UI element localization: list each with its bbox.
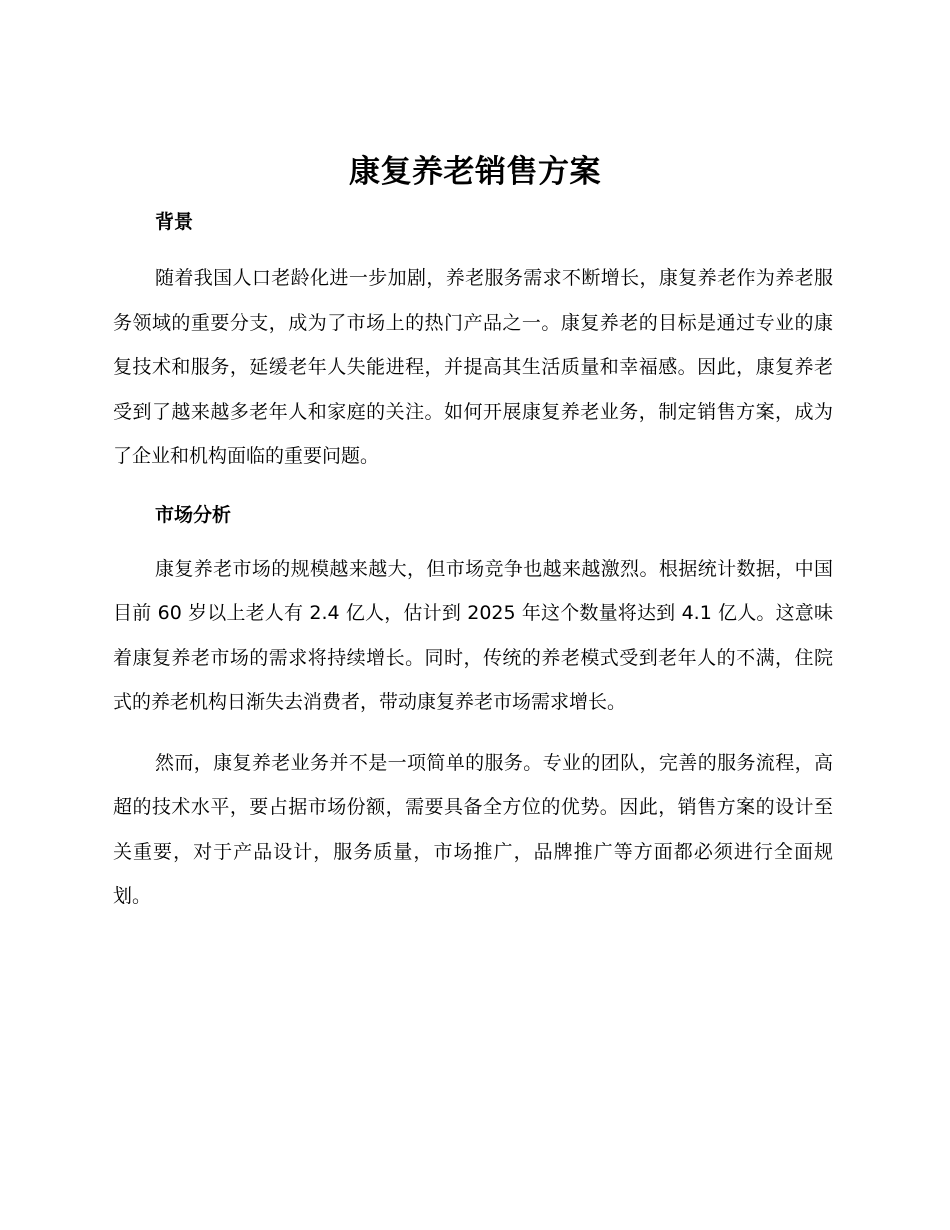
section-heading-background: 背景 [155,211,194,233]
document-title: 康复养老销售方案 [349,154,601,190]
market-analysis-paragraph-2: 然而，康复养老业务并不是一项简单的服务。专业的团队，完善的服务流程，高超的技术水平，要占据市场份额，需要具备全方位的优势。因此，销售方案的设计至关重要，对于产品设计，服务质量，市场推广，品牌推广等方面都必须进行全面规划。 [113,751,833,907]
background-paragraph: 随着我国人口老龄化进一步加剧，养老服务需求不断增长，康复养老作为养老服务领域的重要分支，成为了市场上的热门产品之一。康复养老的目标是通过专业的康复技术和服务，延缓老年人失能进程，并提高其生活质量和幸福感。因此，康复养老受到了越来越多老年人和家庭的关注。如何开展康复养老业务，制定销售方案，成为了企业和机构面临的重要问题。 [113,267,833,467]
section-heading-market-analysis: 市场分析 [155,503,232,526]
market-analysis-paragraph-1: 康复养老市场的规模越来越大，但市场竞争也越来越激烈。根据统计数据，中国目前 60 岁以上老人有 2.4 亿人，估计到 2025 年这个数量将达到 4.1 亿人。这意味着康复养老市场的需求将持续增长。同时，传统的养老模式受到老年人的不满，住院式的养老机构日渐失去消费者，带动康复养老市场需求增长。 [113,557,833,713]
document-body [113,200,833,919]
